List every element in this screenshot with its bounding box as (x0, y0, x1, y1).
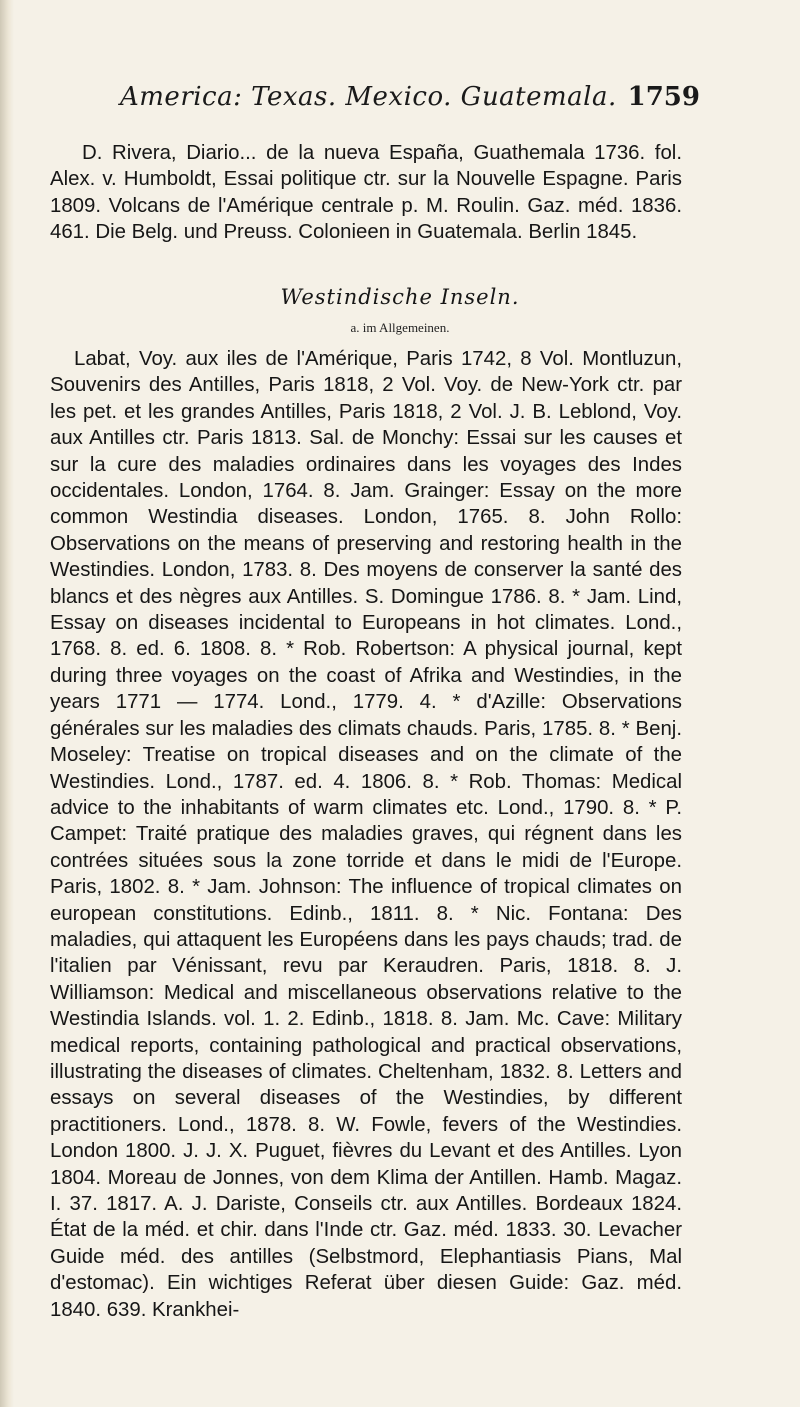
header-title: America: Texas. Mexico. Guatemala. (120, 82, 617, 112)
page-number: 1759 (627, 82, 700, 112)
section-heading: Westindische Inseln. (280, 285, 520, 309)
running-header (70, 78, 700, 118)
bibliography-paragraph: Labat, Voy. aux iles de l'Amérique, Paris 1742, 8 Vol. Montluzun, Souvenirs des Antilles, Paris 1818, 2 Vol. Voy. de New-York ctr. par les pet. et les grandes Antilles, Paris 1818, 2 Vol. J. B. Leblond, Voy. aux Antilles ctr. Paris 1813. Sal. de Monchy: Essai sur les causes et sur la cure des maladies ordinaires dans les voyages des Indes occidentales. London, 1764. 8. Jam. Grainger: Essay on the more common Westindia diseases. London, 1765. 8. John Rollo: Observations on the means of preserving and restoring health in the Westindies. London, 1783. 8. Des moyens de conserver la santé des blancs et des nègres aux Antilles. S. Domingue 1786. 8. * Jam. Lind, Essay on diseases incidental to Europeans in hot climates. Lond., 1768. 8. ed. 6. 1808. 8. * Rob. Robertson: A physical journal, kept during three voyages on the coast of Afrika and Westindies, in the years 1771 — 1774. Lond., 1779. 4. * d'Azille: Observations générales sur les maladies des climats chauds. Paris, 1785. 8. * Benj. Moseley: Treatise on tropical diseases and on the climate of the Westindies. Lond., 1787. ed. 4. 1806. 8. * Rob. Thomas: Medical advice to the inhabitants of warm climates etc. Lond., 1790. 8. * P. Campet: Traité pratique des maladies graves, qui régnent dans les contrées situées sous la zone torride et dans le midi de l'Europe. Paris, 1802. 8. * Jam. Johnson: The influence of tropical climates on european constitutions. Edinb., 1811. 8. * Nic. Fontana: Des maladies, qui attaquent les Européens dans les pays chauds; trad. de l'italien par Vénissant, revu par Keraudren. Paris, 1818. 8. J. Williamson: Medical and miscellaneous observations relative to the Westindia Islands. vol. 1. 2. Edinb., 1818. 8. Jam. Mc. Cave: Military medical reports, containing pathological and practical observations, illustrating the diseases of climates. Cheltenham, 1832. 8. Letters and essays on several diseases of the Westindies, by different practitioners. Lond., 1878. 8. W. Fowle, fevers of the Westindies. London 1800. J. J. X. Puguet, fièvres du Levant et des Antilles. Lyon 1804. Moreau de Jonnes, von dem Klima der Antillen. Hamb. Magaz. I. 37. 1817. A. J. Dariste, Conseils ctr. aux Antilles. Bordeaux 1824. État de la méd. et chir. dans l'Inde ctr. Gaz. méd. 1833. 30. Levacher Guide méd. des antilles (Selbstmord, Elephantiasis Pians, Mal d'estomac). Ein wichtiges Referat über diesen Guide: Gaz. méd. 1840. 639. Krankhei- (50, 348, 682, 1321)
section-subheading: a. im Allgemeinen. (350, 320, 450, 335)
page-gutter (0, 0, 14, 1407)
intro-paragraph: D. Rivera, Diario... de la nueva España, Guathemala 1736. fol. Alex. v. Humboldt, Essai politique ctr. sur la Nouvelle Espagne. Paris 1809. Volcans de l'Amérique centrale p. M. Roulin. Gaz. méd. 1836. 461. Die Belg. und Preuss. Colonieen in Guatemala. Berlin 1845. (50, 142, 682, 244)
